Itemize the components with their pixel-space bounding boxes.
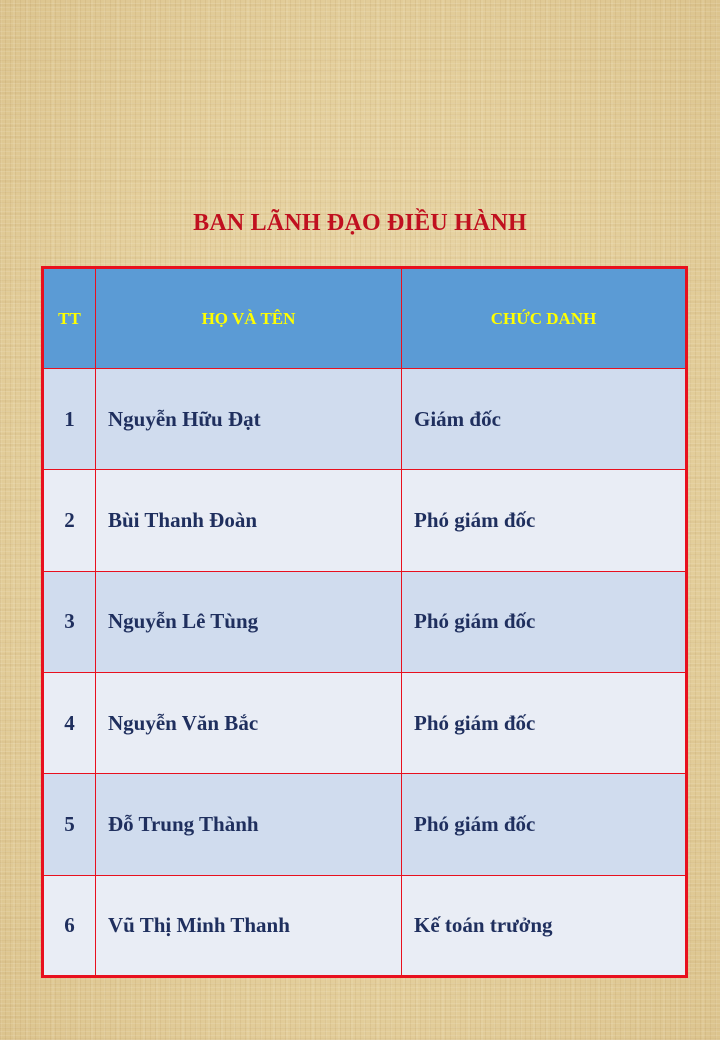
row-number: 4 [43,672,96,773]
row-number: 6 [43,875,96,976]
row-role: Phó giám đốc [402,672,687,773]
row-name: Nguyễn Lê Tùng [96,571,402,672]
leadership-table [41,266,688,978]
row-number: 3 [43,571,96,672]
header-role: CHỨC DANH [402,268,687,369]
table-header-row [43,268,687,369]
page-title: BAN LÃNH ĐẠO ĐIỀU HÀNH [193,210,527,236]
row-role: Phó giám đốc [402,774,687,875]
row-number: 1 [43,369,96,470]
row-name: Nguyễn Hữu Đạt [96,369,402,470]
table-row [43,470,687,571]
table-row [43,774,687,875]
table-row [43,875,687,976]
row-name: Bùi Thanh Đoàn [96,470,402,571]
row-name: Đỗ Trung Thành [96,774,402,875]
row-role: Phó giám đốc [402,571,687,672]
table-row [43,571,687,672]
header-name: HỌ VÀ TÊN [96,268,402,369]
row-number: 5 [43,774,96,875]
row-role: Kế toán trưởng [402,875,687,976]
row-role: Phó giám đốc [402,470,687,571]
table-row [43,672,687,773]
row-number: 2 [43,470,96,571]
row-name: Nguyễn Văn Bắc [96,672,402,773]
row-role: Giám đốc [402,369,687,470]
row-name: Vũ Thị Minh Thanh [96,875,402,976]
header-tt: TT [43,268,96,369]
table-row [43,369,687,470]
